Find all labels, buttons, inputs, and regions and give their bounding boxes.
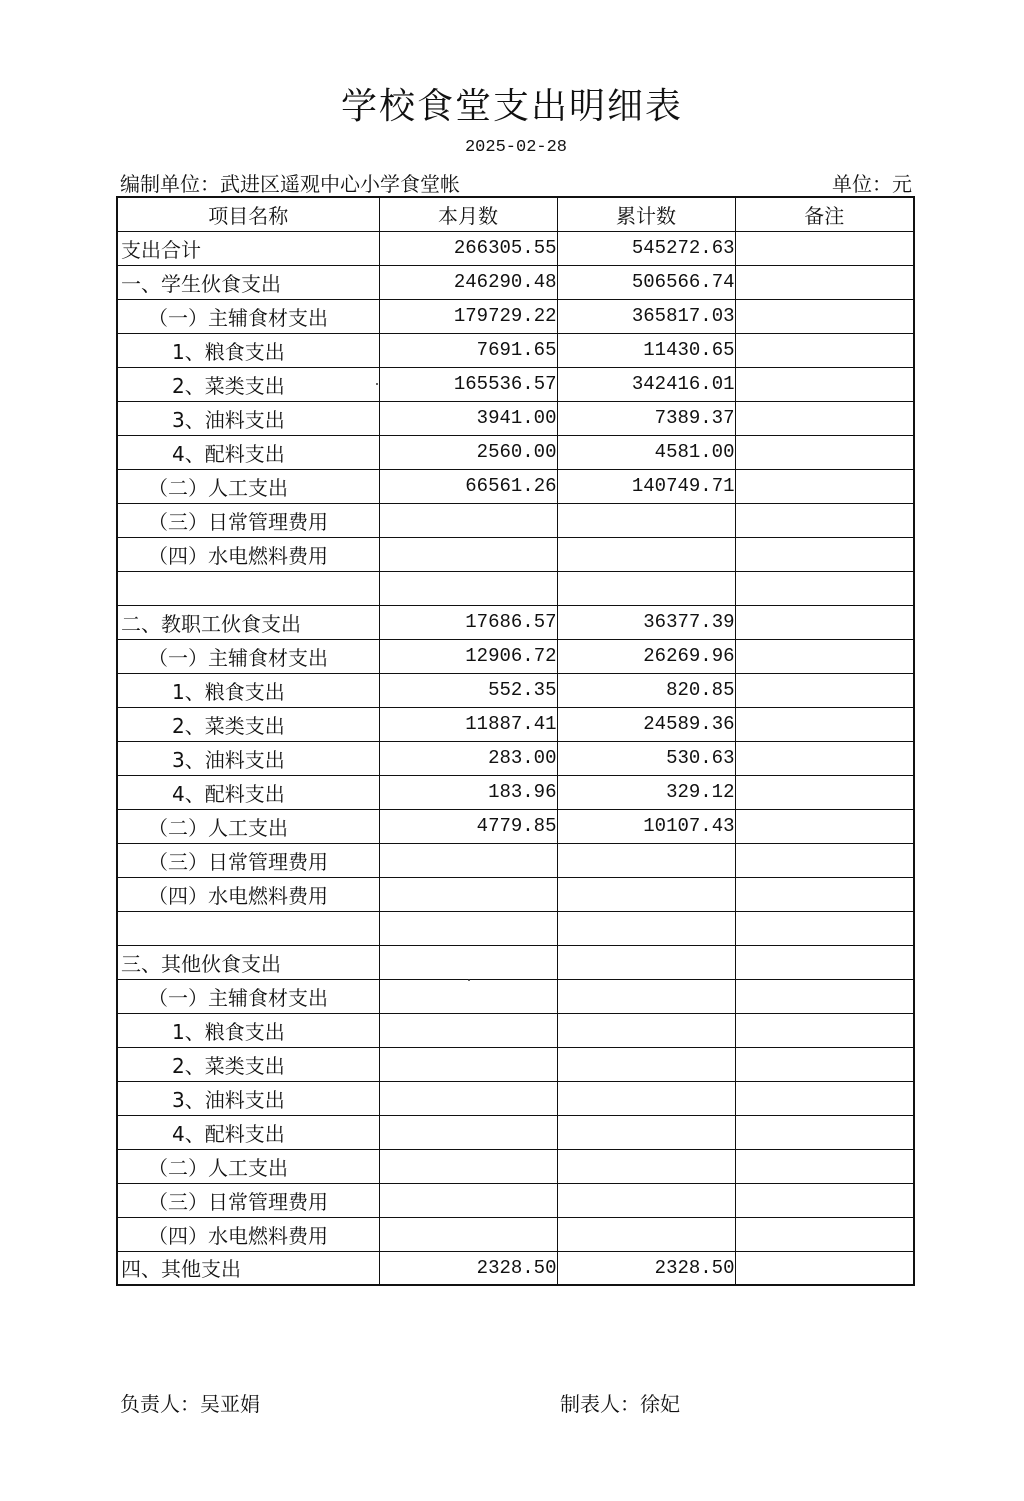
row-note (735, 469, 914, 503)
row-month-value (379, 1183, 557, 1217)
row-item-name: 4、配料支出 (117, 435, 379, 469)
row-note (735, 1047, 914, 1081)
row-month-value: 165536.57 (379, 367, 557, 401)
row-item-name: 3、油料支出 (117, 401, 379, 435)
table-row (117, 945, 914, 979)
row-note (735, 503, 914, 537)
row-cumulative-value (557, 877, 735, 911)
row-note (735, 639, 914, 673)
row-note (735, 741, 914, 775)
table-row (117, 809, 914, 843)
row-cumulative-value: 820.85 (557, 673, 735, 707)
row-item-name: 2、菜类支出 (117, 1047, 379, 1081)
row-month-value (379, 503, 557, 537)
row-cumulative-value (557, 1115, 735, 1149)
row-note (735, 537, 914, 571)
table-row (117, 639, 914, 673)
row-note (735, 843, 914, 877)
row-item-name: （二）人工支出 (117, 1149, 379, 1183)
row-cumulative-value (557, 537, 735, 571)
row-cumulative-value (557, 843, 735, 877)
row-cumulative-value: 545272.63 (557, 231, 735, 265)
table-row (117, 673, 914, 707)
row-month-value: 66561.26 (379, 469, 557, 503)
row-month-value (379, 1013, 557, 1047)
table-row (117, 503, 914, 537)
table-row (117, 979, 914, 1013)
table-row (117, 877, 914, 911)
responsible-person: 负责人：吴亚娟 (120, 1392, 260, 1416)
table-row (117, 1217, 914, 1251)
row-month-value: 7691.65 (379, 333, 557, 367)
row-item-name: （三）日常管理费用 (117, 503, 379, 537)
row-month-value (379, 1081, 557, 1115)
row-item-name: 4、配料支出 (117, 1115, 379, 1149)
row-item-name (117, 571, 379, 605)
row-item-name: 四、其他支出 (117, 1251, 379, 1285)
row-cumulative-value (557, 1047, 735, 1081)
row-month-value: 4779.85 (379, 809, 557, 843)
row-item-name: 一、学生伙食支出 (117, 265, 379, 299)
row-month-value (379, 1149, 557, 1183)
row-item-name: 3、油料支出 (117, 741, 379, 775)
table-row (117, 469, 914, 503)
row-cumulative-value: 506566.74 (557, 265, 735, 299)
row-cumulative-value: 7389.37 (557, 401, 735, 435)
row-note (735, 571, 914, 605)
table-row (117, 571, 914, 605)
row-cumulative-value: 140749.71 (557, 469, 735, 503)
row-note (735, 1149, 914, 1183)
row-cumulative-value: 26269.96 (557, 639, 735, 673)
row-item-name: 3、油料支出 (117, 1081, 379, 1115)
row-month-value (379, 1217, 557, 1251)
row-cumulative-value: 365817.03 (557, 299, 735, 333)
row-note (735, 231, 914, 265)
row-month-value (379, 911, 557, 945)
row-item-name: （四）水电燃料费用 (117, 877, 379, 911)
row-month-value: 283.00 (379, 741, 557, 775)
report-date: 2025-02-28 (464, 138, 568, 157)
scan-speck (468, 979, 470, 981)
row-cumulative-value: 10107.43 (557, 809, 735, 843)
row-cumulative-value: 36377.39 (557, 605, 735, 639)
table-row (117, 605, 914, 639)
table-row (117, 299, 914, 333)
row-cumulative-value: 11430.65 (557, 333, 735, 367)
table-row (117, 1081, 914, 1115)
row-note (735, 1217, 914, 1251)
row-month-value: 246290.48 (379, 265, 557, 299)
row-cumulative-value (557, 1183, 735, 1217)
row-cumulative-value (557, 503, 735, 537)
row-item-name: （三）日常管理费用 (117, 843, 379, 877)
row-month-value (379, 537, 557, 571)
row-month-value: 17686.57 (379, 605, 557, 639)
row-month-value: 183.96 (379, 775, 557, 809)
row-item-name: 三、其他伙食支出 (117, 945, 379, 979)
row-note (735, 401, 914, 435)
header-cumulative: 累计数 (557, 197, 735, 231)
table-row (117, 741, 914, 775)
row-month-value: 12906.72 (379, 639, 557, 673)
table-row (117, 1149, 914, 1183)
row-item-name (117, 911, 379, 945)
table-body (117, 231, 914, 1285)
row-note (735, 1183, 914, 1217)
table-row (117, 401, 914, 435)
header-note: 备注 (735, 197, 914, 231)
row-month-value: 2560.00 (379, 435, 557, 469)
row-cumulative-value: 329.12 (557, 775, 735, 809)
row-note (735, 299, 914, 333)
table-row (117, 1183, 914, 1217)
table-row (117, 911, 914, 945)
row-month-value (379, 979, 557, 1013)
row-item-name: （四）水电燃料费用 (117, 537, 379, 571)
table-row (117, 537, 914, 571)
row-cumulative-value (557, 979, 735, 1013)
row-item-name: （一）主辅食材支出 (117, 299, 379, 333)
row-note (735, 605, 914, 639)
row-item-name: 支出合计 (117, 231, 379, 265)
row-item-name: 二、教职工伙食支出 (117, 605, 379, 639)
row-cumulative-value: 342416.01 (557, 367, 735, 401)
row-item-name: 1、粮食支出 (117, 1013, 379, 1047)
row-item-name: 1、粮食支出 (117, 673, 379, 707)
scan-speck (376, 383, 378, 385)
row-item-name: （三）日常管理费用 (117, 1183, 379, 1217)
row-item-name: （二）人工支出 (117, 469, 379, 503)
row-note (735, 265, 914, 299)
row-note (735, 877, 914, 911)
row-cumulative-value (557, 945, 735, 979)
row-month-value (379, 877, 557, 911)
table-row (117, 843, 914, 877)
row-note (735, 911, 914, 945)
row-note (735, 333, 914, 367)
header-item-name: 项目名称 (117, 197, 379, 231)
table-row (117, 333, 914, 367)
row-note (735, 707, 914, 741)
row-item-name: 2、菜类支出 (117, 367, 379, 401)
row-cumulative-value: 4581.00 (557, 435, 735, 469)
row-month-value: 3941.00 (379, 401, 557, 435)
row-item-name: （一）主辅食材支出 (117, 979, 379, 1013)
row-item-name: 2、菜类支出 (117, 707, 379, 741)
row-note (735, 809, 914, 843)
row-month-value: 2328.50 (379, 1251, 557, 1285)
table-row (117, 707, 914, 741)
row-item-name: （四）水电燃料费用 (117, 1217, 379, 1251)
row-month-value: 266305.55 (379, 231, 557, 265)
row-month-value (379, 1047, 557, 1081)
row-cumulative-value (557, 1081, 735, 1115)
table-row (117, 1115, 914, 1149)
row-cumulative-value: 530.63 (557, 741, 735, 775)
row-item-name: 1、粮食支出 (117, 333, 379, 367)
table-preparer: 制表人：徐妃 (560, 1392, 680, 1416)
table-row (117, 1013, 914, 1047)
row-item-name: （一）主辅食材支出 (117, 639, 379, 673)
row-month-value: 552.35 (379, 673, 557, 707)
row-month-value (379, 945, 557, 979)
row-note (735, 1013, 914, 1047)
row-month-value (379, 843, 557, 877)
row-note (735, 979, 914, 1013)
table-row (117, 367, 914, 401)
row-note (735, 1115, 914, 1149)
row-note (735, 673, 914, 707)
table-row (117, 1047, 914, 1081)
row-month-value: 179729.22 (379, 299, 557, 333)
unit-label: 单位：元 (832, 172, 912, 196)
row-item-name: （二）人工支出 (117, 809, 379, 843)
table-row (117, 1251, 914, 1285)
page-title: 学校食堂支出明细表 (340, 86, 683, 127)
table-row (117, 435, 914, 469)
row-cumulative-value (557, 1013, 735, 1047)
row-note (735, 1251, 914, 1285)
row-cumulative-value (557, 1149, 735, 1183)
row-note (735, 367, 914, 401)
row-note (735, 945, 914, 979)
table-row (117, 265, 914, 299)
header-month: 本月数 (379, 197, 557, 231)
table-row (117, 775, 914, 809)
row-month-value: 11887.41 (379, 707, 557, 741)
row-note (735, 1081, 914, 1115)
row-cumulative-value (557, 571, 735, 605)
row-note (735, 775, 914, 809)
org-label: 编制单位：武进区遥观中心小学食堂帐 (120, 172, 460, 196)
table-row (117, 231, 914, 265)
row-item-name: 4、配料支出 (117, 775, 379, 809)
row-month-value (379, 571, 557, 605)
row-note (735, 435, 914, 469)
row-cumulative-value: 24589.36 (557, 707, 735, 741)
row-cumulative-value (557, 911, 735, 945)
table-header-row (117, 197, 914, 231)
expense-table (116, 196, 915, 1286)
row-cumulative-value: 2328.50 (557, 1251, 735, 1285)
row-month-value (379, 1115, 557, 1149)
row-cumulative-value (557, 1217, 735, 1251)
